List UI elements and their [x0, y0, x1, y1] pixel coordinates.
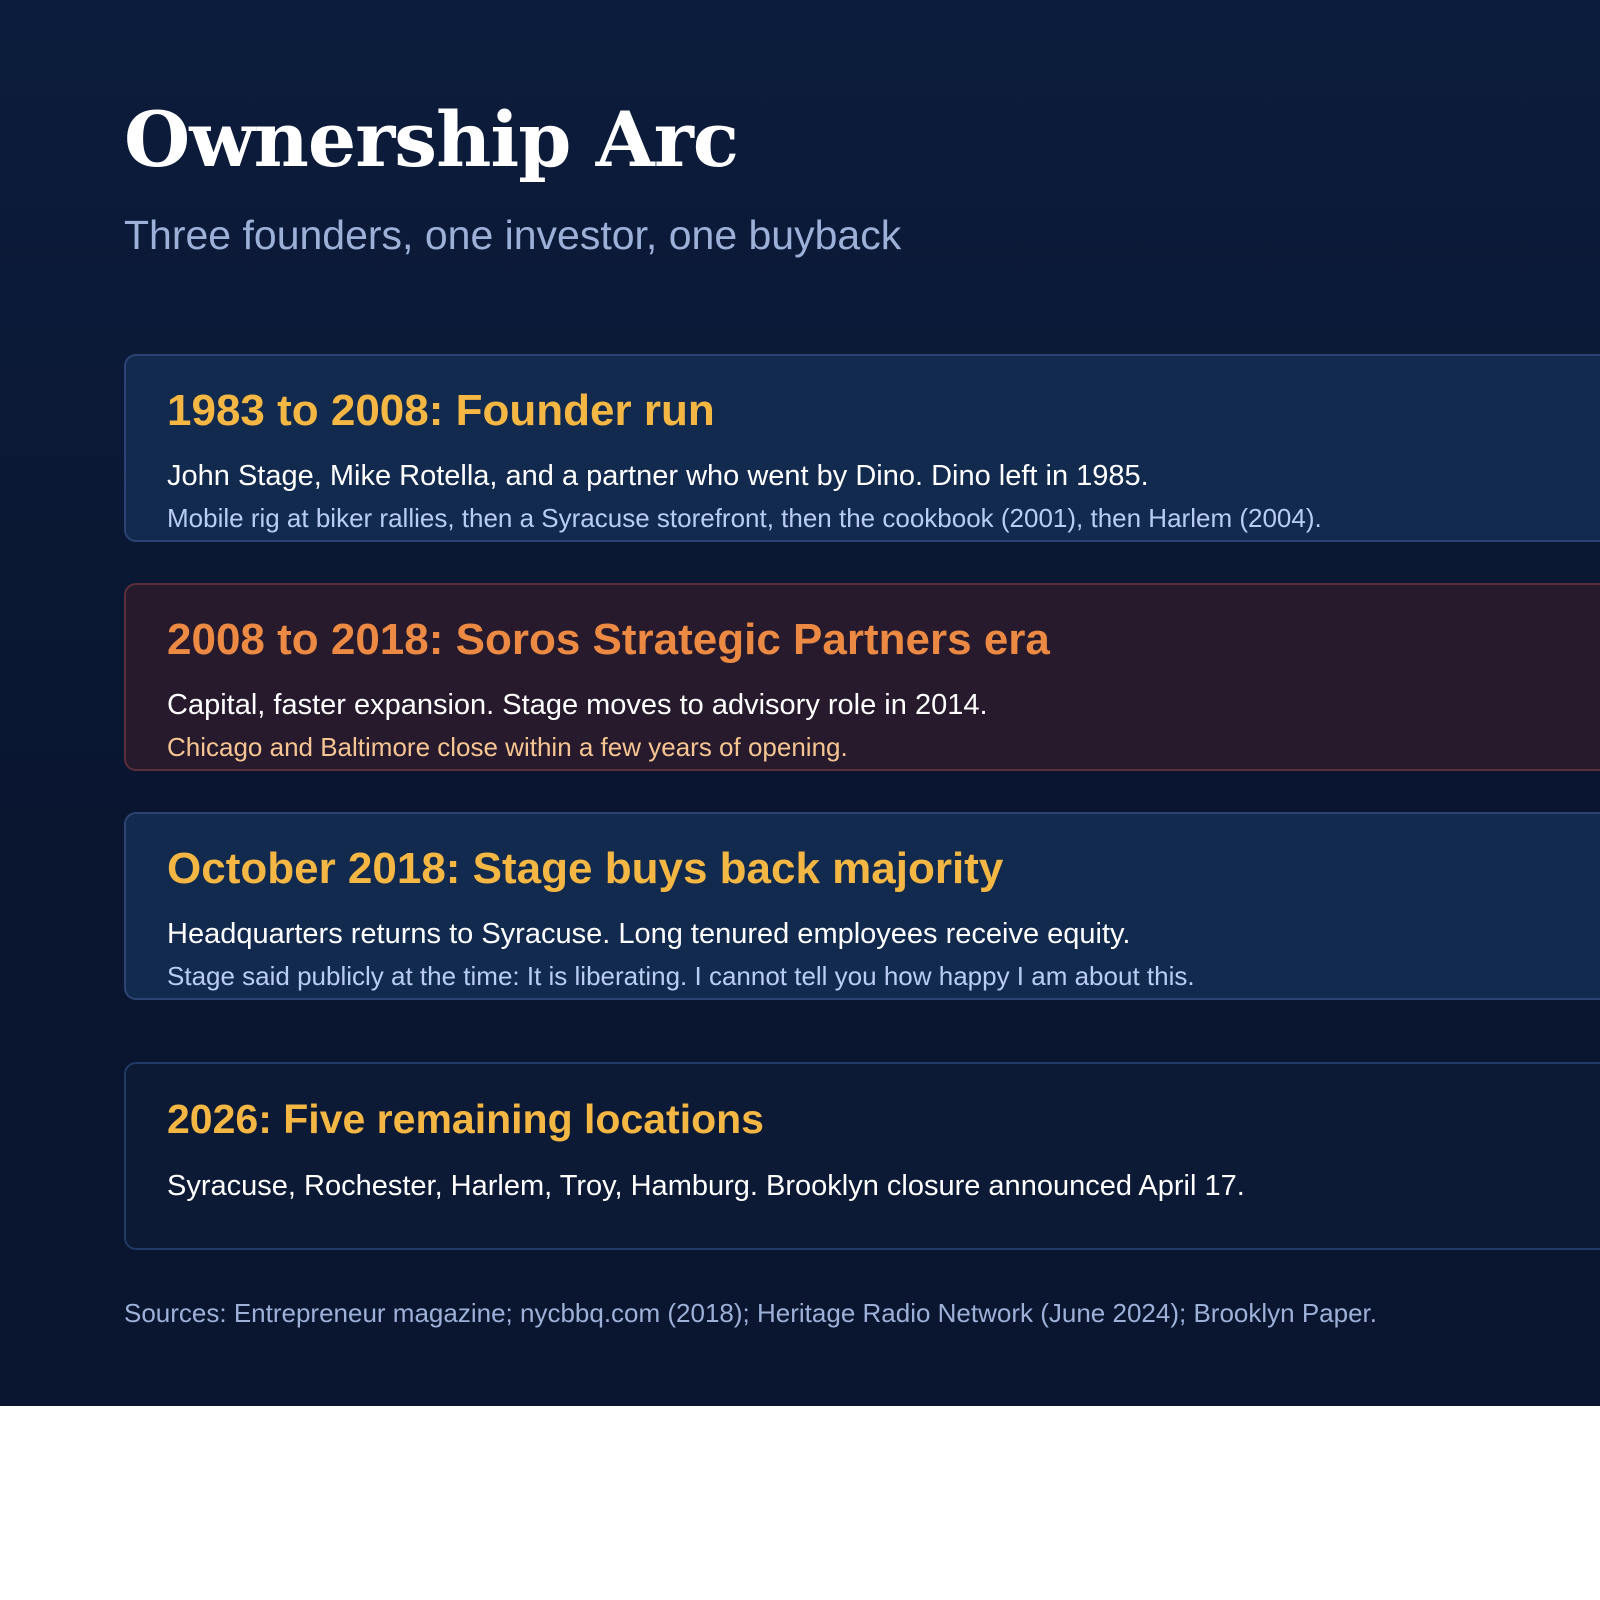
era-heading: 2026: Five remaining locations [167, 1096, 764, 1142]
page-title: Ownership Arc [124, 95, 739, 184]
sources-footnote: Sources: Entrepreneur magazine; nycbbq.com (2018); Heritage Radio Network (June 2024); Brooklyn Paper. [124, 1298, 1377, 1328]
era-heading: October 2018: Stage buys back majority [167, 844, 1004, 893]
page-subtitle: Three founders, one investor, one buyback [124, 212, 902, 258]
era-card-founder-run [124, 354, 1600, 542]
era-card-soros [124, 583, 1600, 771]
era-body: Syracuse, Rochester, Harlem, Troy, Hamburg. Brooklyn closure announced April 17. [167, 1170, 1245, 1202]
era-body: Headquarters returns to Syracuse. Long tenured employees receive equity. [167, 918, 1131, 950]
era-heading: 1983 to 2008: Founder run [167, 386, 715, 435]
era-body: John Stage, Mike Rotella, and a partner who went by Dino. Dino left in 1985. [167, 460, 1149, 492]
era-note: Stage said publicly at the time: It is liberating. I cannot tell you how happy I am about this. [167, 961, 1195, 991]
era-heading: 2008 to 2018: Soros Strategic Partners era [167, 615, 1050, 664]
era-card-buyback [124, 812, 1600, 1000]
era-card-remaining-locations [124, 1062, 1600, 1250]
era-note: Mobile rig at biker rallies, then a Syracuse storefront, then the cookbook (2001), then Harlem (2004). [167, 503, 1322, 533]
era-body: Capital, faster expansion. Stage moves to advisory role in 2014. [167, 689, 988, 721]
era-note: Chicago and Baltimore close within a few years of opening. [167, 732, 848, 762]
